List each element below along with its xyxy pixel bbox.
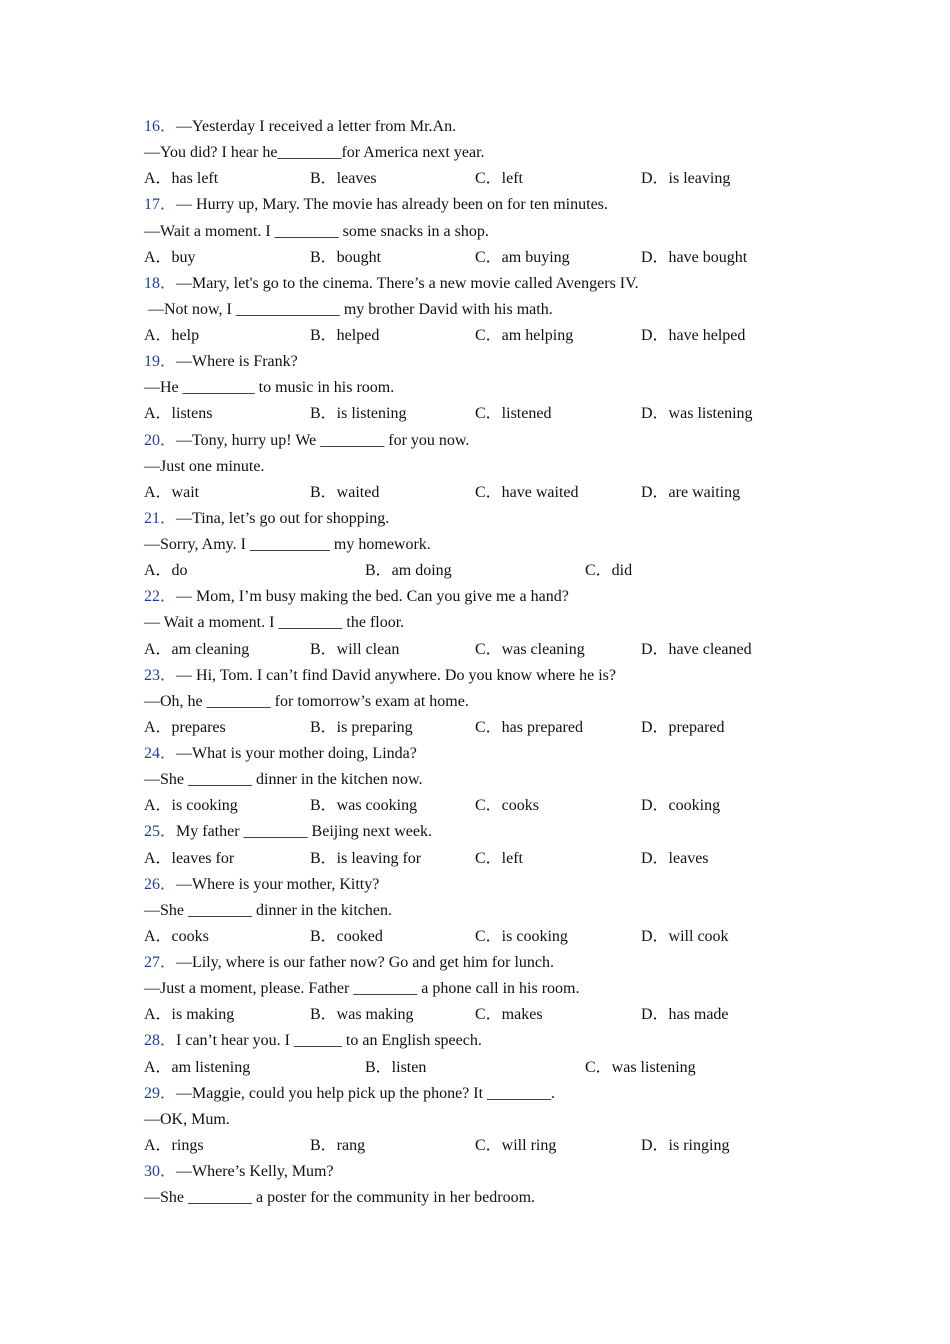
answer-option: A．has left (144, 170, 219, 188)
question-line (144, 375, 864, 401)
question-line (144, 532, 864, 558)
question-stem (144, 663, 864, 689)
question-text: —Maggie, could you help pick up the phone? It ________. (176, 1084, 556, 1102)
question-text: —Not now, I _____________ my brother David with his math. (144, 300, 553, 318)
question-text: — Hurry up, Mary. The movie has already been on for ten minutes. (176, 196, 608, 214)
question-list (144, 114, 864, 1211)
question-number: 20． (144, 431, 177, 449)
question-line (144, 454, 864, 480)
question-line (144, 689, 864, 715)
question-text: —OK, Mum. (144, 1110, 230, 1128)
question-text: —Oh, he ________ for tomorrow’s exam at home. (144, 692, 469, 710)
answer-option: B．cooked (310, 927, 383, 945)
question-stem (144, 1081, 864, 1107)
answer-option: B．rang (310, 1136, 366, 1154)
question-text: —Just one minute. (144, 457, 265, 475)
question-text: —What is your mother doing, Linda? (176, 745, 417, 762)
question-block (144, 950, 864, 1028)
answer-options (144, 1055, 864, 1081)
answer-option: B．bought (310, 248, 382, 266)
answer-options (144, 924, 864, 950)
question-line (144, 297, 864, 323)
answer-option: C．makes (475, 1006, 543, 1024)
answer-option: A．am listening (144, 1058, 251, 1076)
question-line (144, 610, 864, 636)
answer-option: A．am cleaning (144, 640, 250, 658)
question-stem (144, 872, 864, 898)
answer-options (144, 715, 864, 741)
question-text: —Mary, let's go to the cinema. There’s a new movie called Avengers IV. (176, 274, 639, 292)
answer-option: D．are waiting (641, 483, 741, 501)
answer-option: A．is making (144, 1006, 235, 1024)
question-stem (144, 1159, 864, 1185)
answer-option: C．was listening (585, 1058, 696, 1076)
question-stem (144, 428, 864, 454)
question-block (144, 349, 864, 427)
answer-option: B．leaves (310, 170, 377, 188)
answer-option: C．did (585, 562, 633, 580)
answer-option: C．left (475, 170, 523, 188)
answer-option: C．was cleaning (475, 640, 585, 658)
question-text: —Lily, where is our father now? Go and get him for lunch. (176, 954, 554, 971)
question-line (144, 140, 864, 166)
question-text: —He _________ to music in his room. (144, 379, 395, 397)
answer-option: A．cooks (144, 927, 209, 945)
question-stem (144, 584, 864, 610)
answer-option: D．have helped (641, 327, 746, 344)
question-line (144, 1107, 864, 1133)
question-stem (144, 1028, 864, 1054)
question-number: 22． (144, 588, 177, 606)
answer-options (144, 637, 864, 663)
question-block (144, 1081, 864, 1159)
answer-option: C．cooks (475, 797, 540, 815)
answer-options (144, 401, 864, 427)
answer-option: B．am doing (365, 562, 452, 580)
answer-option: C．am buying (475, 248, 570, 266)
question-text: —You did? I hear he________for America next year. (144, 144, 485, 162)
question-stem (144, 192, 864, 218)
answer-option: B．is listening (310, 405, 407, 423)
question-stem (144, 114, 864, 140)
answer-option: A．rings (144, 1136, 204, 1154)
question-text: —Tony, hurry up! We ________ for you now. (176, 431, 470, 449)
answer-option: A．buy (144, 248, 196, 266)
answer-option: C．have waited (475, 483, 579, 501)
answer-option: A．leaves for (144, 849, 235, 867)
answer-option: D．prepared (641, 718, 725, 736)
question-text: —Wait a moment. I ________ some snacks in a shop. (144, 222, 489, 240)
answer-option: B．will clean (310, 640, 400, 658)
question-block (144, 741, 864, 819)
answer-option: B．is preparing (310, 718, 413, 736)
question-text: —Where is your mother, Kitty? (176, 875, 380, 893)
question-stem (144, 819, 864, 845)
answer-option: D．is leaving (641, 170, 731, 188)
question-block (144, 584, 864, 662)
question-number: 29． (144, 1084, 177, 1102)
answer-options (144, 793, 864, 819)
answer-option: A．is cooking (144, 797, 238, 815)
answer-options (144, 1002, 864, 1028)
question-line (144, 1185, 864, 1211)
question-stem (144, 950, 864, 976)
question-number: 24． (144, 745, 177, 762)
answer-option: B．helped (310, 327, 380, 344)
answer-options (144, 166, 864, 192)
answer-option: A．wait (144, 483, 200, 501)
question-text: I can’t hear you. I ______ to an English speech. (176, 1032, 482, 1050)
question-line (144, 976, 864, 1002)
answer-option: D．have bought (641, 248, 748, 266)
answer-option: A．do (144, 562, 188, 580)
question-number: 17． (144, 196, 177, 214)
answer-option: D．is ringing (641, 1136, 730, 1154)
answer-option: D．cooking (641, 797, 721, 815)
answer-option: B．was cooking (310, 797, 418, 815)
answer-options (144, 1133, 864, 1159)
question-block (144, 819, 864, 871)
answer-option: C．is cooking (475, 927, 568, 945)
question-text: —She ________ dinner in the kitchen now. (144, 771, 423, 789)
question-number: 16． (144, 118, 177, 135)
answer-option: C．left (475, 849, 523, 867)
question-text: — Mom, I’m busy making the bed. Can you give me a hand? (176, 588, 569, 606)
question-block (144, 872, 864, 950)
answer-option: B．listen (365, 1058, 427, 1076)
question-block (144, 1159, 864, 1211)
question-stem (144, 506, 864, 532)
question-block (144, 114, 864, 192)
question-block (144, 506, 864, 584)
answer-option: D．has made (641, 1006, 729, 1024)
question-number: 19． (144, 353, 177, 371)
answer-options (144, 846, 864, 872)
answer-options (144, 558, 864, 584)
answer-option: C．listened (475, 405, 552, 423)
question-block (144, 428, 864, 506)
question-stem (144, 349, 864, 375)
answer-option: D．was listening (641, 405, 753, 423)
question-number: 26． (144, 875, 177, 893)
question-text: —Just a moment, please. Father ________ a phone call in his room. (144, 980, 580, 998)
answer-option: B．was making (310, 1006, 414, 1024)
question-number: 30． (144, 1163, 177, 1180)
answer-options (144, 245, 864, 271)
answer-options (144, 480, 864, 506)
question-text: —Sorry, Amy. I __________ my homework. (144, 536, 431, 553)
question-line (144, 898, 864, 924)
question-block (144, 271, 864, 349)
answer-option: B．is leaving for (310, 849, 422, 867)
question-text: —Yesterday I received a letter from Mr.An. (176, 118, 457, 135)
question-text: My father ________ Beijing next week. (176, 823, 432, 841)
question-block (144, 1028, 864, 1080)
question-text: —Where’s Kelly, Mum? (176, 1163, 334, 1180)
answer-option: A．help (144, 327, 200, 344)
answer-options (144, 323, 864, 349)
question-text: —She ________ a poster for the community in her bedroom. (144, 1189, 536, 1207)
question-block (144, 192, 864, 270)
answer-option: A．listens (144, 405, 213, 423)
question-text: — Wait a moment. I ________ the floor. (144, 614, 405, 632)
question-number: 23． (144, 666, 177, 684)
answer-option: C．will ring (475, 1136, 557, 1154)
question-number: 27． (144, 954, 177, 971)
answer-option: C．am helping (475, 327, 574, 344)
question-number: 21． (144, 509, 177, 527)
question-stem (144, 741, 864, 767)
answer-option: B．waited (310, 483, 380, 501)
question-number: 28． (144, 1032, 177, 1050)
question-text: —Where is Frank? (176, 353, 298, 371)
question-text: —Tina, let’s go out for shopping. (176, 509, 390, 527)
answer-option: A．prepares (144, 718, 226, 736)
question-text: — Hi, Tom. I can’t find David anywhere. Do you know where he is? (176, 666, 616, 684)
answer-option: D．will cook (641, 927, 729, 945)
question-block (144, 663, 864, 741)
question-number: 25． (144, 823, 177, 841)
answer-option: D．have cleaned (641, 640, 752, 658)
question-line (144, 219, 864, 245)
question-number: 18． (144, 274, 177, 292)
answer-option: C．has prepared (475, 718, 583, 736)
question-text: —She ________ dinner in the kitchen. (144, 901, 392, 919)
question-stem (144, 271, 864, 297)
answer-option: D．leaves (641, 849, 709, 867)
question-line (144, 767, 864, 793)
